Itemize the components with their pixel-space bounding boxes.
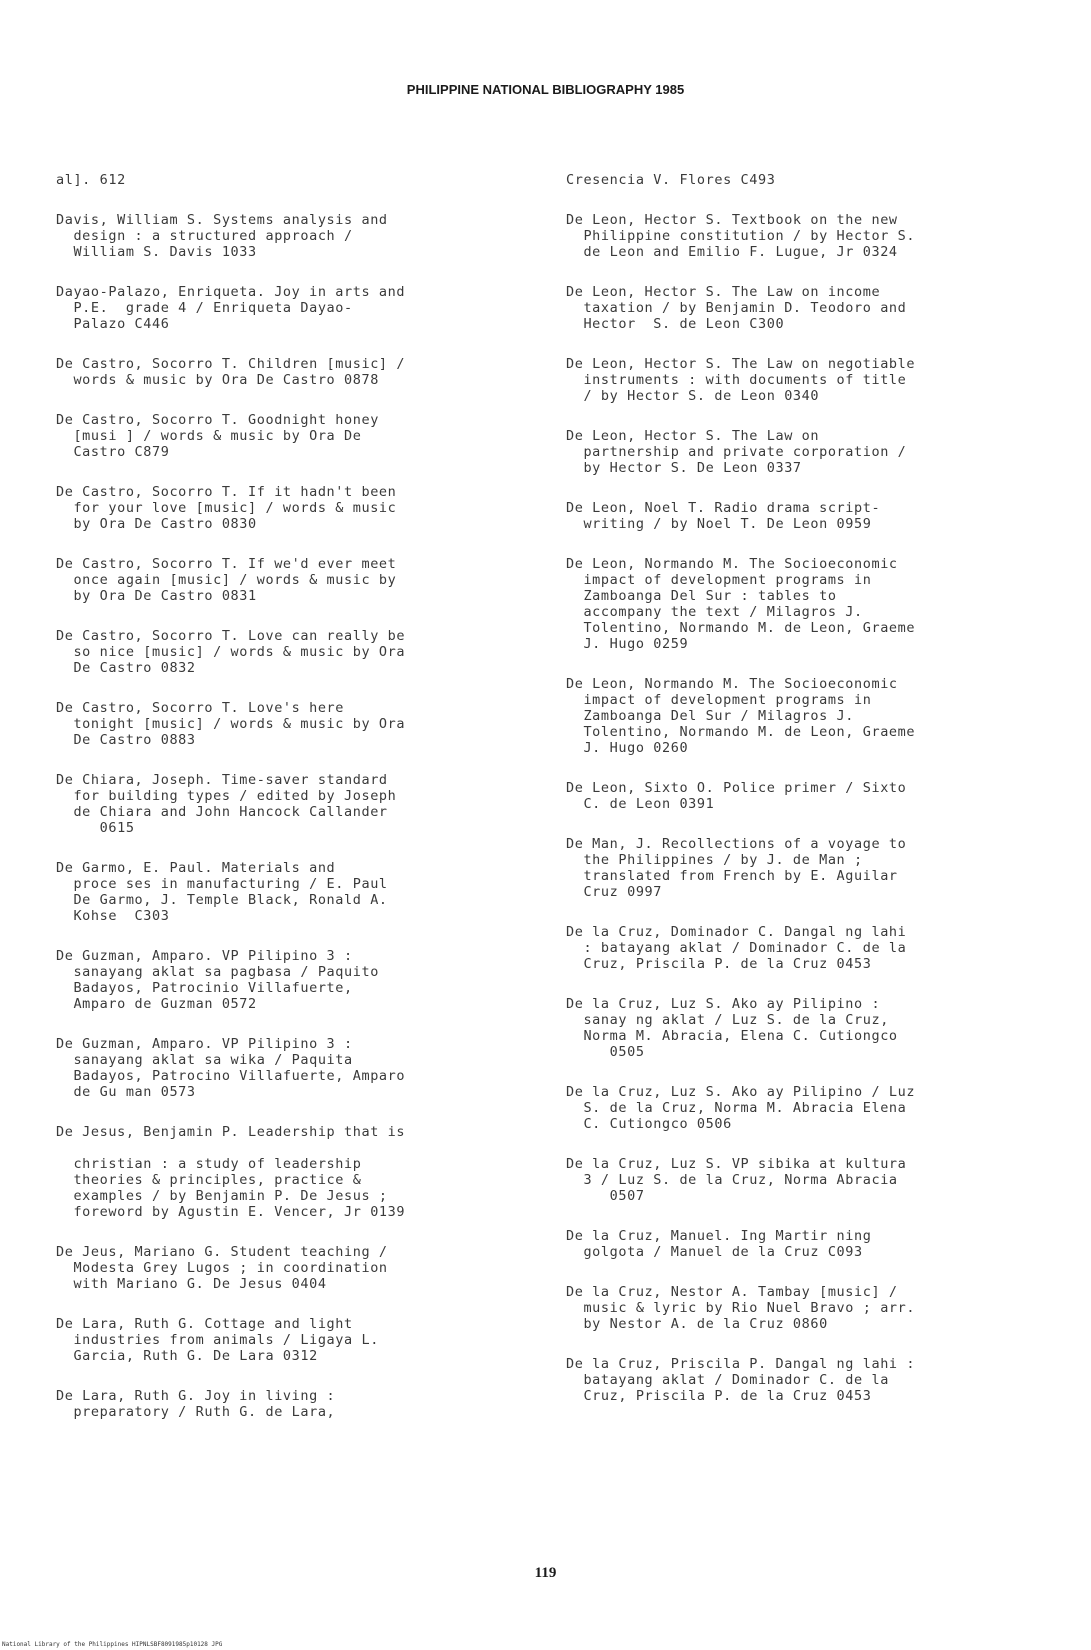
bib-entry: De Man, J. Recollections of a voyage to the Philippines / by J. de Man ; translated from French by E. Aguilar Cruz 0997 <box>566 836 907 900</box>
bib-entry: De Leon, Hector S. Textbook on the new Philippine constitution / by Hector S. de Leon and Emilio F. Lugue, Jr 0324 <box>566 212 916 260</box>
bib-entry: De Lara, Ruth G. Joy in living : preparatory / Ruth G. de Lara, <box>56 1388 336 1420</box>
bib-entry: De Jesus, Benjamin P. Leadership that is christian : a study of leadership theories & principles, practice & examples / by Benjamin P. De Jesus ; foreword by Agustin E. Vencer, Jr 0139 <box>56 1124 406 1220</box>
bib-entry: De Leon, Noel T. Radio drama script- writing / by Noel T. De Leon 0959 <box>566 500 881 532</box>
bib-entry: De Leon, Hector S. The Law on partnership and private corporation / by Hector S. De Leon 0337 <box>566 428 907 476</box>
bib-entry: De Jeus, Mariano G. Student teaching / Modesta Grey Lugos ; in coordination with Mariano G. De Jesus 0404 <box>56 1244 388 1292</box>
bib-entry: De Leon, Hector S. The Law on negotiable instruments : with documents of title / by Hector S. de Leon 0340 <box>566 356 916 404</box>
bib-entry: De Chiara, Joseph. Time-saver standard for building types / edited by Joseph de Chiara and John Hancock Callander 0615 <box>56 772 397 836</box>
right-column <box>566 172 1036 1428</box>
bib-entry: De Castro, Socorro T. Children [music] / words & music by Ora De Castro 0878 <box>56 356 406 388</box>
bib-entry: De Garmo, E. Paul. Materials and proce ses in manufacturing / E. Paul De Garmo, J. Temple Black, Ronald A. Kohse C303 <box>56 860 388 924</box>
bib-entry: De la Cruz, Nestor A. Tambay [music] / music & lyric by Rio Nuel Bravo ; arr. by Nestor A. de la Cruz 0860 <box>566 1284 916 1332</box>
bib-entry: De Lara, Ruth G. Cottage and light industries from animals / Ligaya L. Garcia, Ruth G. De Lara 0312 <box>56 1316 379 1364</box>
bib-entry: De Castro, Socorro T. Goodnight honey [musi ] / words & music by Ora De Castro C879 <box>56 412 379 460</box>
left-column <box>56 172 526 1444</box>
bib-entry: De la Cruz, Dominador C. Dangal ng lahi : batayang aklat / Dominador C. de la Cruz, Priscila P. de la Cruz 0453 <box>566 924 907 972</box>
bib-entry: De Leon, Normando M. The Socioeconomic impact of development programs in Zamboanga Del Sur / Milagros J. Tolentino, Normando M. de Leon, Graeme J. Hugo 0260 <box>566 676 916 756</box>
bib-entry: Dayao-Palazo, Enriqueta. Joy in arts and P.E. grade 4 / Enriqueta Dayao- Palazo C446 <box>56 284 406 332</box>
bib-entry: De Castro, Socorro T. Love's here tonight [music] / words & music by Ora De Castro 0883 <box>56 700 406 748</box>
bib-entry: De Castro, Socorro T. If it hadn't been for your love [music] / words & music by Ora De Castro 0830 <box>56 484 397 532</box>
page-number: 119 <box>534 1565 557 1581</box>
bib-entry: De la Cruz, Luz S. VP sibika at kultura 3 / Luz S. de la Cruz, Norma Abracia 0507 <box>566 1156 907 1204</box>
bib-entry: De Castro, Socorro T. If we'd ever meet once again [music] / words & music by by Ora De Castro 0831 <box>56 556 397 604</box>
page-header: PHILIPPINE NATIONAL BIBLIOGRAPHY 1985 <box>406 82 685 97</box>
bib-entry: De Leon, Hector S. The Law on income taxation / by Benjamin D. Teodoro and Hector S. de Leon C300 <box>566 284 907 332</box>
bib-entry: De Guzman, Amparo. VP Pilipino 3 : sanayang aklat sa wika / Paquita Badayos, Patrocino Villafuerte, Amparo de Gu man 0573 <box>56 1036 406 1100</box>
bib-entry: De la Cruz, Manuel. Ing Martir ning golgota / Manuel de la Cruz C093 <box>566 1228 872 1260</box>
bib-entry: Davis, William S. Systems analysis and design : a structured approach / William S. Davis 1033 <box>56 212 388 260</box>
bib-entry: De la Cruz, Priscila P. Dangal ng lahi : batayang aklat / Dominador C. de la Cruz, Priscila P. de la Cruz 0453 <box>566 1356 916 1404</box>
scan-footer: National Library of the Philippines HIPNLSBF8091985p10128 JPG <box>2 1641 223 1648</box>
bib-entry: De Castro, Socorro T. Love can really be so nice [music] / words & music by Ora De Castro 0832 <box>56 628 406 676</box>
bib-entry: De Leon, Normando M. The Socioeconomic impact of development programs in Zamboanga Del Sur : tables to accompany the text / Milagros J. Tolentino, Normando M. de Leon, Graeme J. Hugo 0259 <box>566 556 916 652</box>
bib-entry: al]. 612 <box>56 172 126 188</box>
bib-entry: De Guzman, Amparo. VP Pilipino 3 : sanayang aklat sa pagbasa / Paquito Badayos, Patrocinio Villafuerte, Amparo de Guzman 0572 <box>56 948 379 1012</box>
bib-entry: Cresencia V. Flores C493 <box>566 172 776 188</box>
bib-entry: De Leon, Sixto O. Police primer / Sixto C. de Leon 0391 <box>566 780 907 812</box>
bib-entry: De la Cruz, Luz S. Ako ay Pilipino / Luz S. de la Cruz, Norma M. Abracia Elena C. Cutiongco 0506 <box>566 1084 916 1132</box>
bib-entry: De la Cruz, Luz S. Ako ay Pilipino : sanay ng aklat / Luz S. de la Cruz, Norma M. Abracia, Elena C. Cutiongco 0505 <box>566 996 898 1060</box>
